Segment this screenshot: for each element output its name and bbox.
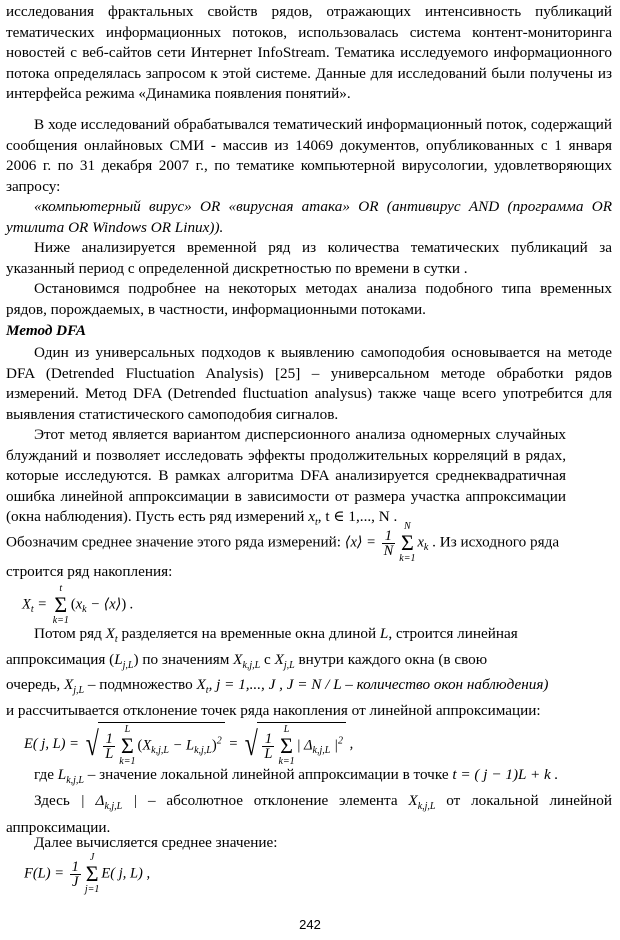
paragraph-12: и рассчитывается отклонение точек ряда накопления от линейной аппроксимации: [6,702,541,719]
p10-d: внутри каждого окна (в свою [298,651,488,668]
deviation-formula: E( j, L) = √ $\frac{1}{L}$ L Σ $k=1(X_{k,j,L} - L_{k,j,L})^2$ = √ $\frac{1}{L}$ L Σ k=1| $\Delta_{k,j,L}$ $|^2$ , [24,724,354,767]
p10-a: аппроксимация ( [6,651,115,668]
paragraph-10: аппроксимация $(L_{j,L})$ по значениям $X_{k,j,L}$ с $X_{j,L}$ внутри каждого окна (в свою [6,651,488,672]
p10-c: с [264,651,271,668]
paragraph-9: Потом ряд $X_t$ разделяется на временные окна длиной L, строится линейная [34,625,518,646]
section-heading: Метод DFA [6,322,86,339]
mean-formula: ⟨x⟩ = $\frac{1}{N}$ N Σ $k=1x_k$ [344,521,429,564]
p11-c: , j = 1,..., J , J = N / L – количество окон наблюдения) [208,676,549,693]
p9-a: Потом ряд [34,625,102,642]
paragraph-5: Один из универсальных подходов к выявлению самоподобия основывается на методе DFA (Detrended Fluctuation Analysis) [25] – универсальном методе обработки рядов измерений. Метод DFA (Detrended fluctuation analysus) также чаще всего употребится для выявления статистического самоподобия сигналов. [6,344,612,423]
paragraph-2: В ходе исследований обрабатывался тематический информационный поток, содержащий сообщения онлайновых СМИ - массив из 14069 документов, опубликованных с 1 января 2006 г. по 31 декабря 2007 г., по тематике компьютерной вирусологии, удовлетворяющих запросу: [6,116,612,195]
paragraph-6: Этот метод является вариантом дисперсионного анализа одномерных случайных блужданий и позволяет исследовать эффекты продолжительных корреляций в рядах, которые исследуются. В рамках алгоритма DFA анализируется среднеквадратичная ошибка линейной аппроксимации в зависимости от размера участка аппроксимации (окна наблюдения). Пусть есть ряд измерений $x_t$, t ∈ 1,..., N . [6,426,566,529]
paragraph-8: строится ряд накопления: [6,563,173,580]
p10-b: ) по значениям [133,651,230,668]
query-text: «компьютерный вирус» OR «вирусная атака» OR (антивирус AND (программа OR утилита OR Windows OR Linux)). [6,198,612,236]
mean-text: Обозначим среднее значение этого ряда измерений: [6,533,341,551]
page-number: 242 [299,917,321,932]
paragraph-3: Ниже анализируется временной ряд из количества тематических публикаций за указанный период с определенной дискретностью по времени в сутки . [6,239,612,277]
p9-b: разделяется на временные окна длиной [121,625,377,642]
paragraph-4: Остановимся подробнее на некоторых методах анализа подобного типа временных рядов, порождаемых, в частности, информационными потоками. [6,280,612,318]
mean-line [6,522,612,564]
p14-b: – абсолютное отклонение элемента [147,792,398,809]
mean-text-2: . Из исходного ряда [432,533,560,551]
p11-b: – подмножество [87,676,193,693]
p13-a: где [34,766,54,783]
p11-a: очередь, [6,676,61,693]
p13-b: – значение локальной линейной аппроксимации в точке [87,766,449,783]
p14-a: Здесь [34,792,70,809]
p13-c: t = ( j − 1)L + k . [452,766,559,783]
paragraph-1: исследования фрактальных свойств рядов, отражающих интенсивность публикаций тематических информационных потоков, использовалась система контент-мониторинга новостей с веб-сайтов сети Интернет InfoStream. Тематика исследуемого информационного потока определялась запросом к этой системе. Данные для исследований были получены из интерфейса режима «Динамика появления понятий». [6,3,612,102]
accumulation-formula: $X_t = t$ Σ $k=1(x_k$ − ⟨x⟩) . [22,583,134,626]
p9-c: , строится линейная [388,625,518,642]
paragraph-13: где $L_{k,j,L}$ – значение локальной линейной аппроксимации в точке t = ( j − 1)L + k . [34,766,559,787]
paragraph-15: Далее вычисляется среднее значение: [34,834,278,851]
average-formula: F(L) = $\frac{1}{J}$ J Σ j=1E( j, L) , [24,852,151,895]
p14-c: от локальной линейной аппроксимации. [6,792,612,836]
paragraph-14: Здесь | $\Delta_{k,j,L}$ | – абсолютное отклонение элемента $X_{k,j,L}$ от локальной линейной аппроксимации. [6,792,612,836]
paragraph-11: очередь, $X_{j,L}$ – подмножество $X_t$, j = 1,..., J , J = N / L – количество окон наблюдения) [6,676,549,697]
paragraph-6-tail: , t ∈ 1,..., N . [317,508,398,525]
paragraph-6-text: Этот метод является вариантом дисперсионного анализа одномерных случайных блужданий и позволяет исследовать эффекты продолжительных корреляций в рядах, которые исследуются. В рамках алгоритма DFA анализируется среднеквадратичная ошибка линейной аппроксимации в зависимости от размера участка аппроксимации (окна наблюдения). Пусть есть ряд измерений [6,426,566,525]
